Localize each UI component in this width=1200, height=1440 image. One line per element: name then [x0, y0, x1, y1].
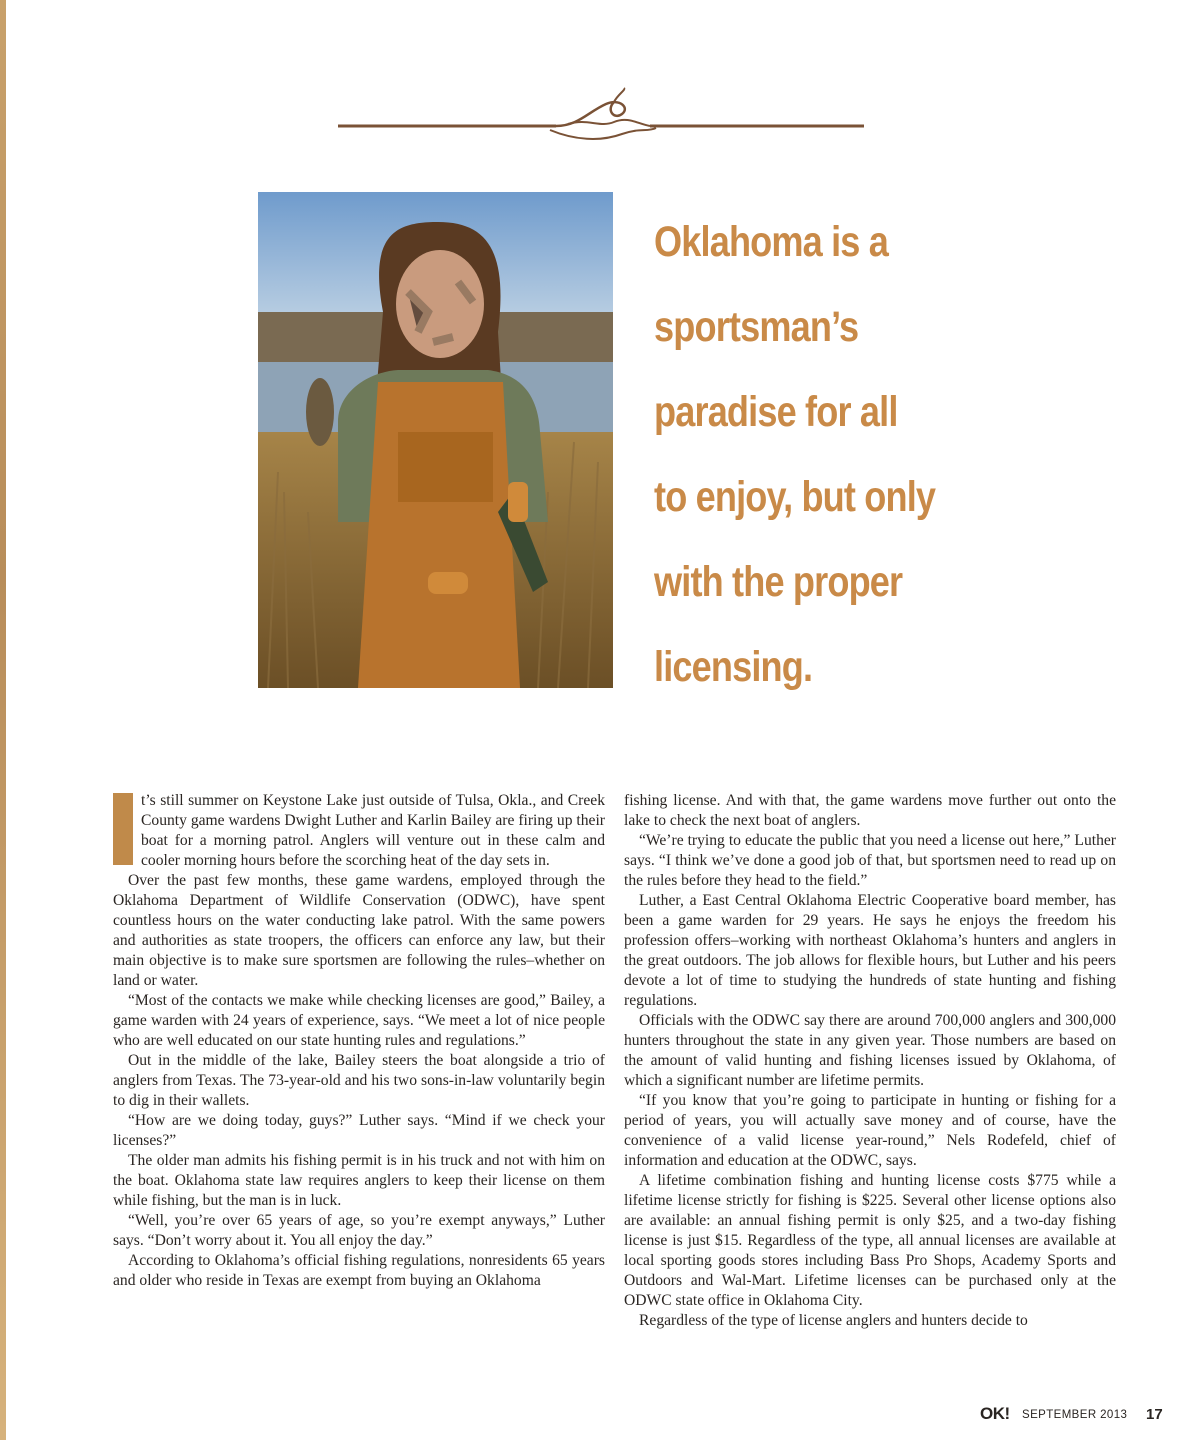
girl-in-hunting-overalls-photo: [258, 192, 613, 688]
drop-cap: [113, 793, 133, 865]
article-paragraph: “Most of the contacts we make while checking licenses are good,” Bailey, a game warden with 24 years of experience, says. “We meet a lot of nice people who are well educated on our state hunting rules and regulations.”: [113, 992, 605, 1049]
article-paragraph: A lifetime combination fishing and hunting license costs $775 while a lifetime license strictly for fishing is $225. Several other license options also are available: an annual fishing permit is only $25, and a two-day fishing license is just $15. Regardless of the type, all annual licenses are available at local sporting goods stores including Bass Pro Shops, Academy Sports and Outdoors and Wal-Mart. Lifetime licenses can be purchased only at the ODWC state office in Oklahoma City.: [624, 1172, 1116, 1309]
issue-date: SEPTEMBER 2013: [1022, 1409, 1128, 1421]
article-paragraph: fishing license. And with that, the game wardens move further out onto the lake to check the next boat of anglers.: [624, 792, 1116, 829]
article-paragraph: Regardless of the type of license anglers and hunters decide to: [639, 1312, 1028, 1329]
flourish-ornament: [338, 84, 864, 152]
pull-quote: [654, 200, 936, 710]
publication-logo: OK!: [980, 1404, 1010, 1423]
article-paragraph: Out in the middle of the lake, Bailey steers the boat alongside a trio of anglers from Texas. The 73-year-old and his two sons-in-law voluntarily begin to dig in their wallets.: [113, 1052, 605, 1109]
pull-quote-line: Oklahoma is a: [654, 218, 889, 266]
article-paragraph: Luther, a East Central Oklahoma Electric Cooperative board member, has been a game warden for 29 years. He says he enjoys the freedom his profession offers–working with northeast Oklahoma’s hunters and anglers in the great outdoors. The job allows for flexible hours, but Luther and his peers devote a lot of time to studying the hundreds of state hunting and fishing regulations.: [624, 892, 1116, 1009]
pull-quote-line: to enjoy, but only: [654, 473, 936, 521]
page-edge-strip: [0, 0, 6, 1440]
article-paragraph: According to Oklahoma’s official fishing regulations, nonresidents 65 years and older who reside in Texas are exempt from buying an Oklahoma: [113, 1252, 605, 1289]
article-column-right: [624, 791, 1116, 1331]
article-photo: [258, 192, 613, 688]
pull-quote-line: with the proper: [654, 558, 903, 606]
pull-quote-line: licensing.: [654, 643, 813, 691]
article-paragraph: Officials with the ODWC say there are around 700,000 anglers and 300,000 hunters throughout the state in any given year. Those numbers are based on the amount of valid hunting and fishing licenses issued by Oklahoma, of which a significant number are lifetime permits.: [624, 1012, 1116, 1089]
article-paragraph: “If you know that you’re going to participate in hunting or fishing for a period of years, you will actually save money and of course, have the convenience of a valid license year-round,” Nels Rodefeld, chief of information and education at the ODWC, says.: [624, 1092, 1116, 1169]
pull-quote-line: sportsman’s: [654, 303, 859, 351]
article-paragraph: [113, 791, 605, 871]
article-paragraph: The older man admits his fishing permit is in his truck and not with him on the boat. Oklahoma state law requires anglers to keep their license on them while fishing, but the man is in luck.: [113, 1152, 605, 1209]
page-number: 17: [1146, 1406, 1163, 1423]
article-paragraph: Over the past few months, these game wardens, employed through the Oklahoma Department of Wildlife Conservation (ODWC), have spent countless hours on the water conducting lake patrol. With the same powers and authorities as state troopers, the officers can enforce any law, but their main objective is to make sure sportsmen are following the rules–whether on land or water.: [113, 872, 605, 989]
article-column-left: [113, 791, 605, 1291]
article-paragraph: “Well, you’re over 65 years of age, so you’re exempt anyways,” Luther says. “Don’t worry about it. You all enjoy the day.”: [113, 1212, 605, 1249]
article-paragraph: “We’re trying to educate the public that you need a license out here,” Luther says. “I think we’ve done a good job of that, but sportsmen need to read up on the rules before they head to the field.”: [624, 832, 1116, 889]
article-paragraph-text: t’s still summer on Keystone Lake just outside of Tulsa, Okla., and Creek County game wardens Dwight Luther and Karlin Bailey are firing up their boat for a morning patrol. Anglers will venture out in these calm and cooler morning hours before the scorching heat of the day sets in.: [141, 792, 605, 869]
pull-quote-line: paradise for all: [654, 388, 898, 436]
article-paragraph: “How are we doing today, guys?” Luther says. “Mind if we check your licenses?”: [113, 1112, 605, 1149]
